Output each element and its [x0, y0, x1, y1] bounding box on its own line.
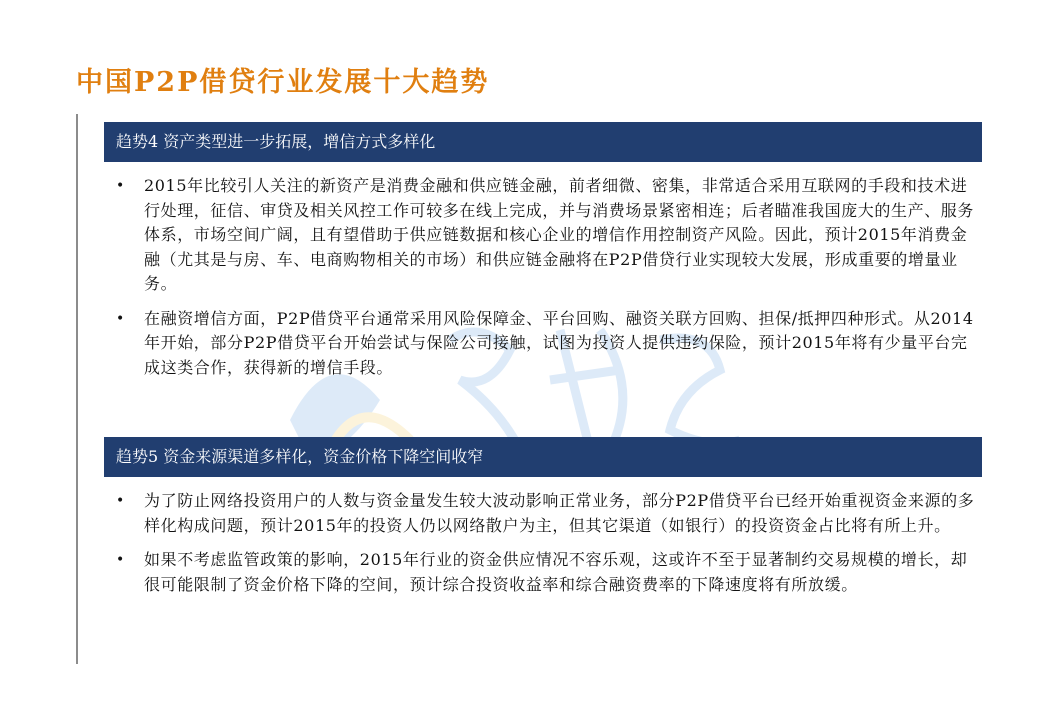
bullet-text: 为了防止网络投资用户的人数与资金量发生较大波动影响正常业务，部分P2P借贷平台已经开始重视资金来源的多样化构成问题，预计2015年的投资人仍以网络散户为主，但其它渠道（如银行）的投资资金占比将有所上升。: [144, 491, 975, 535]
list-item: [112, 489, 976, 538]
bullet-text: 2015年比较引人关注的新资产是消费金融和供应链金融，前者细微、密集，非常适合采用互联网的手段和技术进行处理，征信、审贷及相关风控工作可较多在线上完成，并与消费场景紧密相连；后者瞄准我国庞大的生产、服务体系，市场空间广阔，且有望借助于供应链数据和核心企业的增信作用控制资产风险。因此，预计2015年消费金融（尤其是与房、车、电商购物相关的市场）和供应链金融将在P2P借贷行业实现较大发展，形成重要的增量业务。: [144, 176, 975, 293]
bullet-icon: •: [116, 178, 125, 194]
bullet-text: 在融资增信方面，P2P借贷平台通常采用风险保障金、平台回购、融资关联方回购、担保/抵押四种形式。从2014年开始，部分P2P借贷平台开始尝试与保险公司接触，试图为投资人提供违约保险，预计2015年将有少量平台完成这类合作，获得新的增信手段。: [144, 308, 974, 377]
left-divider: [76, 114, 78, 664]
bullet-icon: •: [116, 493, 125, 509]
page-title: 中国P2P借贷行业发展十大趋势: [76, 67, 490, 98]
trend4-bullet-list: [112, 174, 976, 390]
section-heading-trend5: 趋势5 资金来源渠道多样化，资金价格下降空间收窄: [104, 437, 982, 477]
list-item: [112, 307, 976, 381]
bullet-icon: •: [116, 310, 125, 327]
bullet-icon: •: [116, 552, 125, 568]
trend5-bullet-list: [112, 489, 976, 607]
bullet-text: 如果不考虑监管政策的影响，2015年行业的资金供应情况不容乐观，这或许不至于显著制约交易规模的增长，却很可能限制了资金价格下降的空间，预计综合投资收益率和综合融资费率的下降速度将有所放缓。: [144, 550, 968, 594]
list-item: [112, 548, 976, 597]
section-heading-trend4: 趋势4 资产类型进一步拓展，增信方式多样化: [104, 122, 982, 162]
list-item: [112, 174, 976, 297]
